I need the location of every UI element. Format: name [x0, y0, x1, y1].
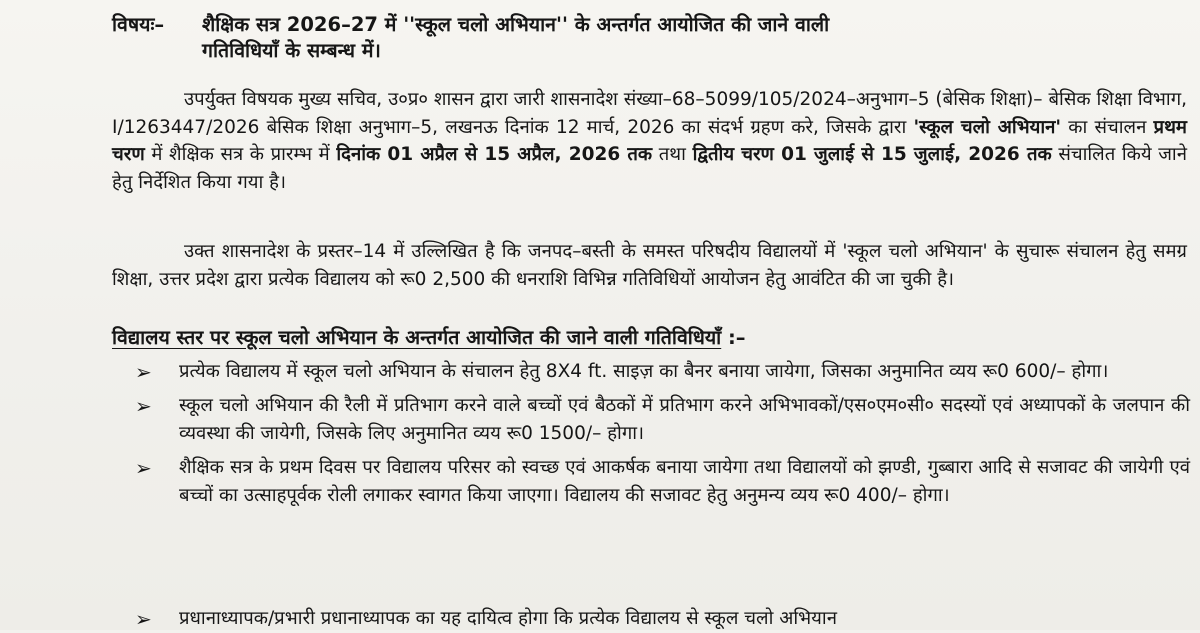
activities-list: [135, 358, 1190, 516]
para1-text-3: में शैक्षिक सत्र के प्रारम्भ में: [151, 144, 330, 165]
activity-text: शैक्षिक सत्र के प्रथम दिवस पर विद्यालय परिसर को स्वच्छ एवं आकर्षक बनाया जायेगा तथा विद्यालयों को झण्डी, गुब्बारा आदि से सजावट की जायेगी एवं बच्चों का उत्साहपूर्वक रोली लगाकर स्वागत किया जाएगा। विद्यालय की सजावट हेतु अनुमन्य व्यय रू0 400/– होगा।: [179, 457, 1190, 506]
para1-bold-abhiyan: 'स्कूल चलो अभियान': [913, 116, 1062, 138]
list-item: [135, 358, 1190, 386]
para1-text-2: का संचालन: [1068, 116, 1147, 138]
activity-text: प्रत्येक विद्यालय में स्कूल चलो अभियान के संचालन हेतु 8X4 ft. साइज़ का बैनर बनाया जायेगा, जिसका अनुमानित व्यय रू0 600/– होगा।: [179, 361, 1109, 382]
para2-text: उक्त शासनादेश के प्रस्तर–14 में उल्लिखित है कि जनपद–बस्ती के समस्त परिषदीय विद्यालयों में 'स्कूल चलो अभियान' के सुचारू संचालन हेतु समग्र शिक्षा, उत्तर प्रदेश द्वारा प्रत्येक विद्यालय को रू0 2,500 की धनराशि विभिन्न गतिविधियों आयोजन हेतु आवंटित की जा चुकी है।: [112, 241, 1187, 290]
activity-text: स्कूल चलो अभियान की रैली में प्रतिभाग करने वाले बच्चों एवं बैठकों में प्रतिभाग करने अभिभावकों/एस०एम०सी० सदस्यों एवं अध्यापकों के जलपान की व्यवस्था की जायेगी, जिसके लिए अनुमानित व्यय रू0 1500/– होगा।: [179, 395, 1190, 444]
arrow-bullet-icon: ➢: [135, 394, 152, 418]
subject-text-1: शैक्षिक सत्र 2026–27 में ''स्कूल चलो अभियान'' के अन्तर्गत आयोजित की जाने वाली: [202, 13, 830, 36]
arrow-bullet-icon: ➢: [135, 607, 152, 631]
paragraph-reference: [112, 86, 1187, 196]
para1-text-1: उपर्युक्त विषयक मुख्य सचिव, उ०प्र० शासन द्वारा जारी शासनादेश संख्या–68–5099/105/2024–अनुभाग–5 (बेसिक शिक्षा)– बेसिक शिक्षा विभाग, I/1263447/2026 बेसिक शिक्षा अनुभाग–5, लखनऊ दिनांक 12 मार्च, 2026 का संदर्भ ग्रहण करे, जिसके द्वारा: [112, 89, 1187, 138]
para1-text-4: तथा: [658, 144, 686, 165]
arrow-bullet-icon: ➢: [135, 456, 152, 480]
subject-line-1: [112, 12, 1182, 38]
para1-bold-first-phase: प्रथम चरण: [112, 116, 1187, 165]
para1-text-5: संचालित किये जाने हेतु निर्देशित किया गया है।: [112, 144, 1187, 193]
subject-line-2: गतिविधियाँ के सम्बन्ध में।: [202, 39, 381, 62]
activities-heading: [112, 324, 1192, 351]
para1-bold-second-phase: द्वितीय चरण 01 जुलाई से 15 जुलाई, 2026 तक: [692, 144, 1052, 165]
para1-bold-first-dates: दिनांक 01 अप्रैल से 15 अप्रैल, 2026 तक: [336, 144, 653, 165]
activities-heading-text: विद्यालय स्तर पर स्कूल चलो अभियान के अन्तर्गत आयोजित की जाने वाली गतिविधियाँ: [112, 326, 722, 349]
arrow-bullet-icon: ➢: [135, 360, 152, 384]
list-item: [135, 605, 1200, 633]
paragraph-allocation: [112, 238, 1187, 293]
activity-text: प्रधानाध्यापक/प्रभारी प्रधानाध्यापक का यह दायित्व होगा कि प्रत्येक विद्यालय से स्कूल चलो अभियान: [179, 608, 837, 629]
list-item: [135, 392, 1190, 448]
subject-label: विषयः–: [112, 13, 165, 36]
subject-block: [112, 12, 1182, 64]
activities-heading-suffix: :–: [721, 326, 746, 349]
list-item: [135, 454, 1190, 510]
